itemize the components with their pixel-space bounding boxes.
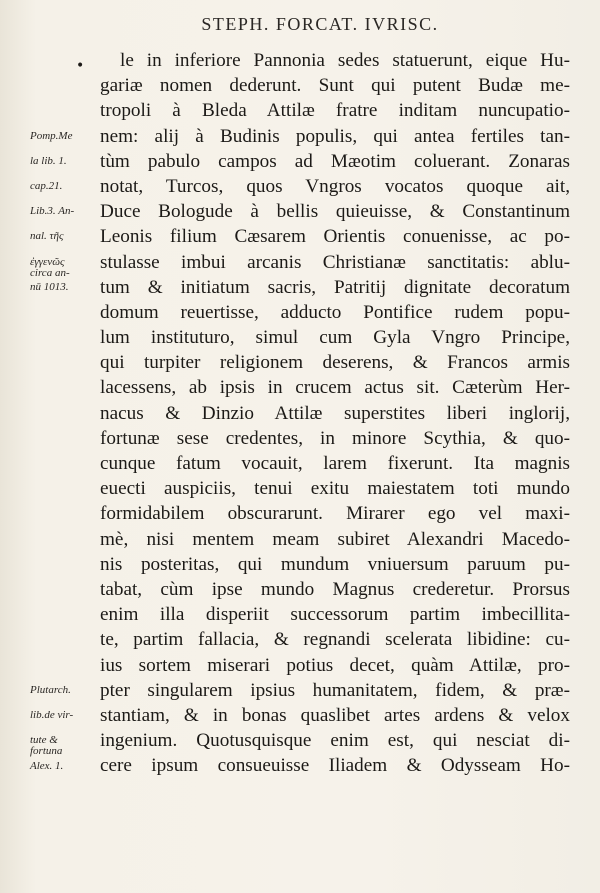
margin-note: lib.de vir- xyxy=(30,709,74,722)
margin-note: fortuna xyxy=(30,745,63,758)
margin-note: Alex. 1. xyxy=(30,759,64,772)
text-line: lacessens, ab ipsis in crucem actus sit. Cæterùm Her- xyxy=(100,377,570,399)
text-line: Leonis filium Cæsarem Orientis conuenisse, ac po- xyxy=(100,226,570,248)
text-line: nem: alij à Budinis populis, qui antea fertiles tan- xyxy=(100,125,570,147)
text-line: eueсti auspiciis, tenui exitu maiestatem toti mundo xyxy=(100,478,570,500)
body-text xyxy=(100,48,570,778)
margin-note: cap.21. xyxy=(30,180,63,192)
text-line: pter singularem ipsius humanitatem, fidem, & præ- xyxy=(100,679,570,701)
text-line: enim illa disperiit successorum partim imbecillita- xyxy=(100,604,570,626)
text-line: stantiam, & in bonas quaslibet artes ardens & velox xyxy=(100,704,570,726)
text-line: ingenium. Quotusquisque enim est, qui nesciat di- xyxy=(100,730,570,752)
text-line: nacus & Dinzio Attilæ superstites liberi inglorij, xyxy=(100,402,570,424)
text-line: tropoli à Bleda Attilæ fratre inditam nuncupatio- xyxy=(100,100,570,122)
text-line: gariæ nomen dederunt. Sunt qui putent Budæ me- xyxy=(100,75,570,97)
text-line: cunque fatum vocauit, larem fixerunt. Ita magnis xyxy=(100,453,570,474)
margin-note: tute & xyxy=(30,734,58,747)
text-line: stulasse imbui arcanis Christianæ sanctitatis: ablu- xyxy=(100,251,570,273)
text-line: notat, Turcos, quos Vngros vocatos quoque ait, xyxy=(100,175,570,197)
text-line: tùm pabulo campos ad Mæotim coluerant. Zonaras xyxy=(100,150,570,172)
margin-note: Pomp.Me xyxy=(30,129,73,142)
margin-note: nū 1013. xyxy=(30,280,69,293)
margin-note: Lib.3. An- xyxy=(30,205,75,218)
text-line: lum instituturo, simul cum Gyla Vngro Principe, xyxy=(100,327,570,349)
text-line: cere ipsum consueuisse Iliadem & Odysseam Ho- xyxy=(100,755,570,777)
text-line: qui turpiter religionem deserens, & Francos armis xyxy=(100,352,570,374)
text-line: domum reuertisse, adducto Pontifice rudem popu- xyxy=(100,301,570,323)
margin-note: nal. τῆς xyxy=(30,230,64,243)
text-line: te, partim fallacia, & regnandi scelerata libidine: cu- xyxy=(100,629,570,651)
margin-note: Plutarch. xyxy=(30,684,71,696)
text-line: ius sortem miserari potius decet, quàm Attilæ, pro- xyxy=(100,654,570,676)
running-header: STEPH. FORCAT. IVRISC. xyxy=(201,14,439,34)
text-line: Duce Bologude à bellis quieuisse, & Constantinum xyxy=(100,201,570,223)
margin-note: la lib. 1. xyxy=(30,154,67,167)
margin-note: ἐγγενῶς xyxy=(30,255,65,268)
text-line: le in inferiore Pannonia sedes statuerunt, eique Hu- xyxy=(120,50,570,71)
text-line: tum & initiatum sacris, Patritij dignitate decoratum xyxy=(100,276,570,298)
line-marker: • xyxy=(76,58,85,74)
text-line: formidabilem obscurarunt. Mirarer ego vel maxi- xyxy=(100,503,570,525)
margin-note: circa an- xyxy=(30,266,70,279)
text-line: tabat, cùm ipse mundo Magnus crederetur. Prorsus xyxy=(100,578,570,600)
text-line: nis posteritas, qui mundum vniuersum paruum pu- xyxy=(100,553,570,575)
text-line: fortunæ sese credentes, in minore Scythia, & quo- xyxy=(100,427,570,449)
text-line: mè, nisi mentem meam subiret Alexandri Macedo- xyxy=(100,528,570,550)
